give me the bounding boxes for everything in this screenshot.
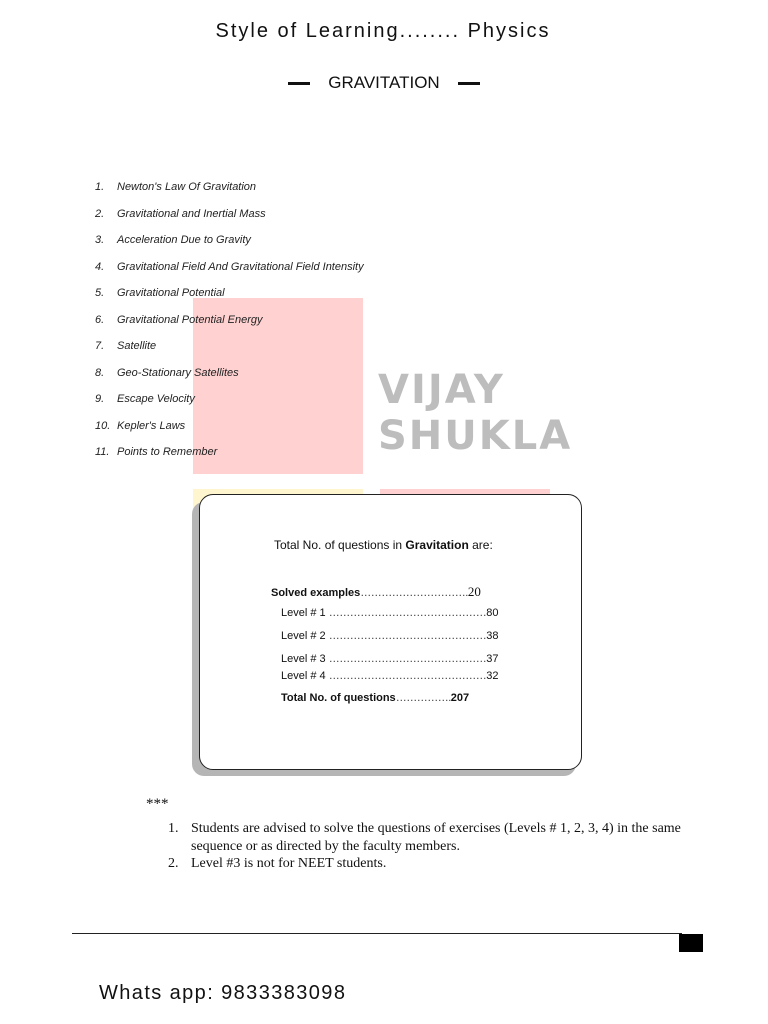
footer-page-marker xyxy=(679,934,703,952)
topic-number: 1. xyxy=(95,181,105,193)
topic-item xyxy=(95,393,364,420)
summary-heading xyxy=(274,538,493,552)
topic-label: Gravitational and Inertial Mass xyxy=(117,207,266,220)
level-label: Level # 3 xyxy=(281,653,326,665)
topic-number: 8. xyxy=(95,366,105,379)
topic-item xyxy=(95,340,364,367)
topic-number: 6. xyxy=(95,313,105,326)
topic-label: Acceleration Due to Gravity xyxy=(117,234,251,246)
topic-item xyxy=(95,314,364,341)
notes-list xyxy=(168,820,698,873)
topic-item xyxy=(95,420,364,447)
topic-number: 2. xyxy=(95,207,105,220)
topic-number: 11. xyxy=(95,446,110,458)
note-number: 1. xyxy=(168,821,179,836)
level-label: Level # 1 xyxy=(281,607,326,619)
note-number: 2. xyxy=(168,856,179,871)
summary-heading-suffix: are: xyxy=(472,538,493,552)
level-dots: ……………………………………… xyxy=(328,607,487,619)
topic-label: Gravitational Potential xyxy=(117,287,225,299)
topic-label: Gravitational Potential Energy xyxy=(117,313,263,326)
topic-number: 7. xyxy=(95,340,105,352)
title-dash-left xyxy=(288,82,310,85)
solved-examples-dots: …………………………. xyxy=(360,587,468,599)
notes-marker: *** xyxy=(146,796,169,812)
solved-examples-row xyxy=(271,584,481,600)
level-dots: ……………………………………… xyxy=(328,670,487,682)
note-text: Students are advised to solve the questions of exercises (Levels # 1, 2, 3, 4) in the same sequence or as directed by the faculty members. xyxy=(191,821,681,854)
level-label: Level # 4 xyxy=(281,670,326,682)
topic-item xyxy=(95,367,364,394)
topics-list xyxy=(95,181,364,473)
topic-number: 10. xyxy=(95,419,111,432)
page-header-title: Style of Learning........ Physics xyxy=(215,20,551,42)
watermark-logo xyxy=(378,367,572,459)
topic-label: Escape Velocity xyxy=(117,393,195,405)
note-item xyxy=(168,820,698,855)
level-label: Level # 2 xyxy=(281,630,326,642)
solved-examples-label: Solved examples xyxy=(271,587,361,599)
level-row xyxy=(281,670,498,682)
level-value: 32 xyxy=(486,670,499,682)
level-dots: ……………………………………… xyxy=(328,630,487,642)
topic-number: 5. xyxy=(95,287,105,299)
topic-label: Points to Remember xyxy=(117,446,218,458)
footer-rule xyxy=(72,933,682,934)
topic-label: Geo-Stationary Satellites xyxy=(117,366,239,379)
total-questions-dots: ……………. xyxy=(395,692,451,704)
watermark-line-1: VIJAY xyxy=(378,367,505,413)
chapter-title-row xyxy=(0,71,768,95)
topic-label: Kepler's Laws xyxy=(117,419,186,432)
level-value: 37 xyxy=(486,653,499,665)
topic-number: 9. xyxy=(95,393,105,405)
chapter-title: GRAVITATION xyxy=(328,73,440,92)
topic-item xyxy=(95,234,364,261)
topic-number: 3. xyxy=(95,234,105,246)
topic-number: 4. xyxy=(95,260,105,273)
solved-examples-value: 20 xyxy=(467,584,481,599)
footer-contact: Whats app: 9833383098 xyxy=(99,982,347,1004)
note-item xyxy=(168,855,698,873)
level-row xyxy=(281,653,498,665)
total-questions-label: Total No. of questions xyxy=(281,692,396,704)
watermark-line-2: SHUKLA xyxy=(378,413,573,459)
topic-item xyxy=(95,287,364,314)
total-questions-row xyxy=(281,692,469,704)
topic-item xyxy=(95,181,364,208)
level-value: 38 xyxy=(486,630,499,642)
topic-item xyxy=(95,446,364,473)
total-questions-value: 207 xyxy=(450,692,470,704)
note-text: Level #3 is not for NEET students. xyxy=(191,856,387,871)
summary-heading-prefix: Total No. of questions in xyxy=(274,538,403,552)
title-dash-right xyxy=(458,82,480,85)
topic-item xyxy=(95,208,364,235)
level-value: 80 xyxy=(486,607,499,619)
topic-label: Gravitational Field And Gravitational Field Intensity xyxy=(117,260,364,273)
topic-label: Satellite xyxy=(117,340,157,352)
summary-heading-topic: Gravitation xyxy=(405,538,469,552)
level-dots: ……………………………………… xyxy=(328,653,487,665)
topic-item xyxy=(95,261,364,288)
topic-label: Newton's Law Of Gravitation xyxy=(117,181,257,193)
level-row xyxy=(281,630,498,642)
level-row xyxy=(281,607,498,619)
